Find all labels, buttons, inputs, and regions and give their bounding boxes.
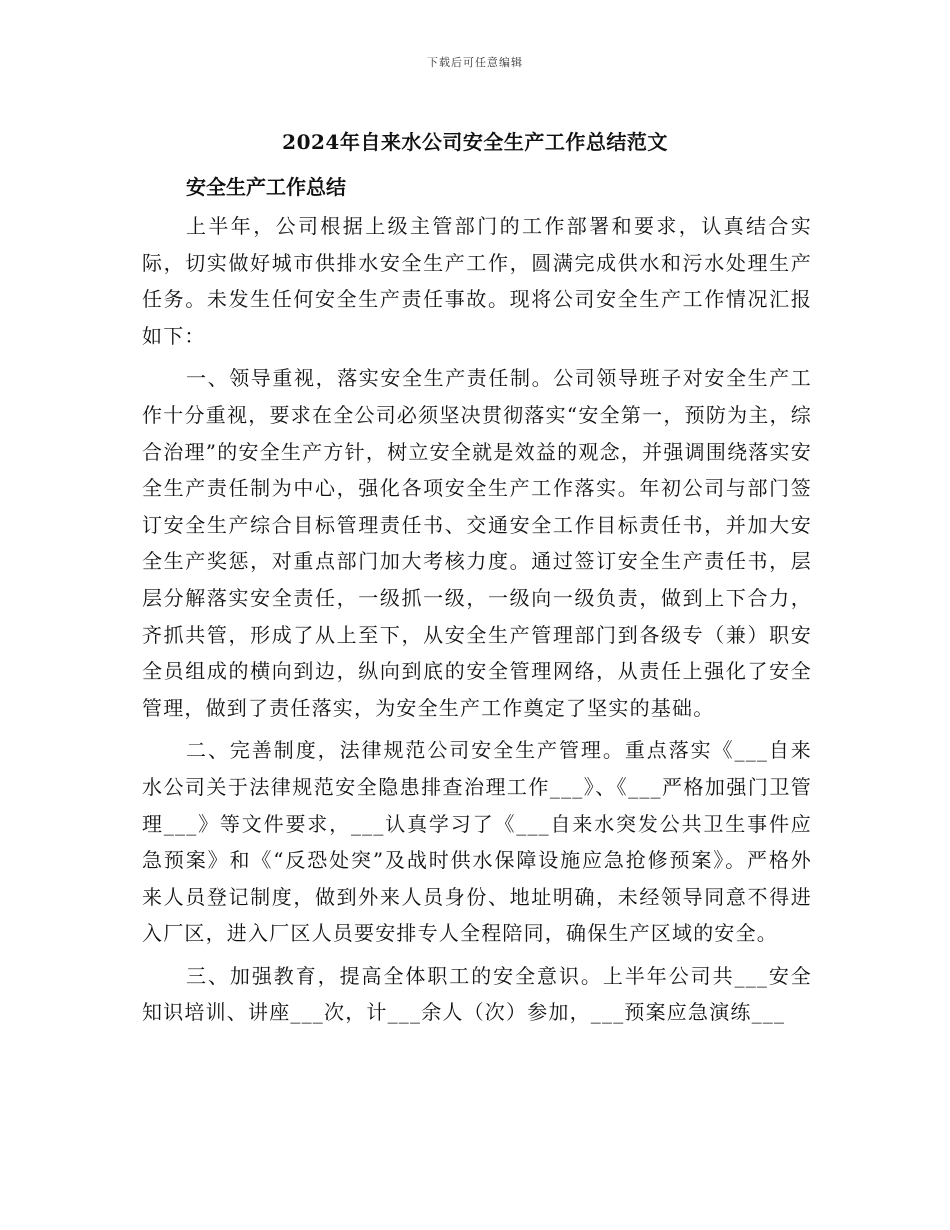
document-title: 2024年自来水公司安全生产工作总结范文: [282, 130, 668, 154]
document-body: [142, 170, 812, 1037]
page-header-note: 下载后可任意编辑: [427, 56, 523, 69]
section-heading: 安全生产工作总结: [186, 175, 346, 199]
paragraph-education: 三、加强教育，提高全体职工的安全意识。上半年公司共___安全知识培训、讲座___次，计___余人（次）参加，___预案应急演练___: [142, 963, 812, 1025]
paragraph-intro: 上半年，公司根据上级主管部门的工作部署和要求，认真结合实际，切实做好城市供排水安全生产工作，圆满完成供水和污水处理生产任务。未发生任何安全生产责任事故。现将公司安全生产工作情况汇报如下：: [142, 214, 812, 348]
paragraph-responsibility: 一、领导重视，落实安全生产责任制。公司领导班子对安全生产工作十分重视，要求在全公司必须坚决贯彻落实“安全第一，预防为主，综合治理”的安全生产方针，树立安全就是效益的观念，并强调围绕落实安全生产责任制为中心，强化各项安全生产工作落实。年初公司与部门签订安全生产综合目标管理责任书、交通安全工作目标责任书，并加大安全生产奖惩，对重点部门加大考核力度。通过签订安全生产责任书，层层分解落实安全责任，一级抓一级，一级向一级负责，做到上下合力，齐抓共管，形成了从上至下，从安全生产管理部门到各级专（兼）职安全员组成的横向到边，纵向到底的安全管理网络，从责任上强化了安全管理，做到了责任落实，为安全生产工作奠定了坚实的基础。: [142, 366, 812, 720]
paragraph-regulations: 二、完善制度，法律规范公司安全生产管理。重点落实《___自来水公司关于法律规范安全隐患排查治理工作___》、《___严格加强门卫管理___》等文件要求，___认真学习了《___自来水突发公共卫生事件应急预案》和《“反恐处突”及战时供水保障设施应急抢修预案》。严格外来人员登记制度，做到外来人员身份、地址明确，未经领导同意不得进入厂区，进入厂区人员要安排专人全程陪同，确保生产区域的安全。: [142, 738, 812, 946]
